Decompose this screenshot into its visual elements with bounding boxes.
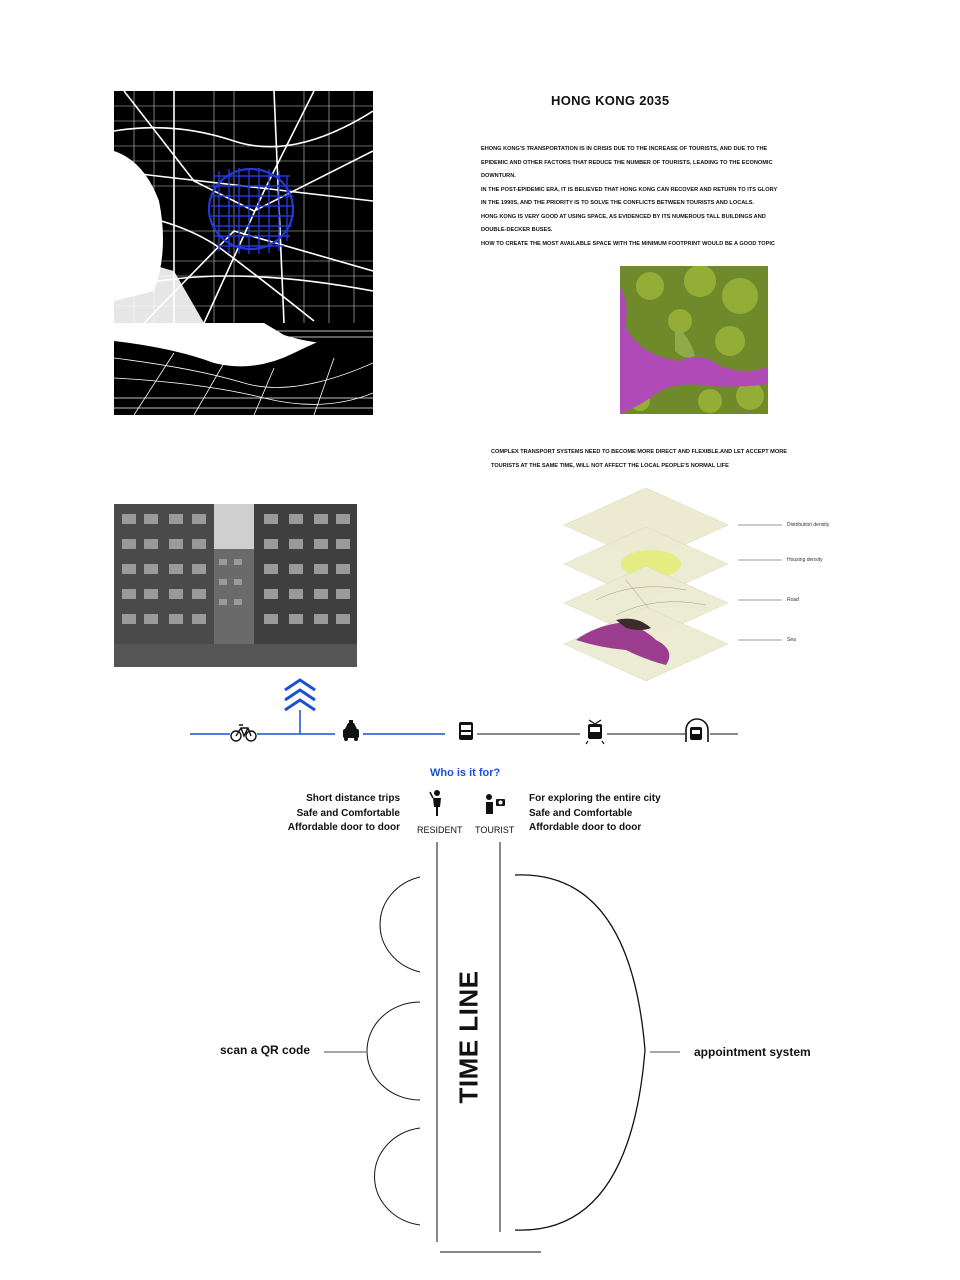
street-map-top — [114, 91, 373, 323]
complex-transport-text: COMPLEX TRANSPORT SYSTEMS NEED TO BECOME MORE DIRECT AND FLEXIBLE.AND LET ACCEPT MORE TOURISTS AT THE SAME TIME, WILL NOT AFFECT THE LOCAL PEOPLE'S NORMAL LIFE — [491, 449, 787, 469]
transport-line — [185, 672, 745, 752]
layer-sea — [564, 607, 728, 681]
layer-label-sea: Sea — [787, 637, 796, 643]
appointment-label: appointment system — [694, 1045, 811, 1059]
building-photo — [114, 504, 357, 667]
tourist-benefits — [529, 792, 729, 836]
resident-benefit: Affordable door to door — [287, 822, 400, 833]
resident-benefits — [250, 792, 400, 836]
layer-leader-lines — [730, 520, 790, 645]
tram-icon — [586, 720, 604, 744]
intro-paragraph: HONG KONG IS VERY GOOD AT USING SPACE, AS EVIDENCED BY ITS NUMEROUS TALL BUILDINGS AND DOUBLE-DECKER BUSES. — [481, 213, 766, 233]
metro-icon — [686, 719, 708, 742]
tourist-benefit: Affordable door to door — [529, 822, 642, 833]
tourist-benefit: For exploring the entire city — [529, 793, 661, 804]
appointment-arc — [515, 875, 645, 1230]
resident-benefit: Safe and Comfortable — [296, 807, 400, 819]
taxi-icon — [343, 720, 359, 741]
qr-session-arc — [375, 1128, 420, 1225]
bicycle-icon — [231, 725, 256, 741]
intro-paragraph: EHONG KONG'S TRANSPORTATION IS IN CRISIS DUE TO THE INCREASE OF TOURISTS, AND DUE TO THE EPIDEMIC AND OTHER FACTORS THAT REDUCE THE NUMBER OF TOURISTS, LEADING TO THE ECONOMIC DOWNTURN. — [481, 146, 773, 179]
resident-icon — [427, 789, 447, 817]
timeline-label: TIME LINE — [453, 970, 484, 1104]
timeline-diagram — [300, 840, 680, 1260]
resident-benefit: Short distance trips — [306, 793, 400, 804]
bus-icon — [459, 722, 473, 740]
resident-label: RESIDENT — [417, 825, 463, 835]
layer-label-road: Road — [787, 597, 799, 603]
intro-paragraph: HOW TO CREATE THE MOST AVAILABLE SPACE WITH THE MINIMUM FOOTPRINT WOULD BE A GOOD TOPIC — [481, 240, 775, 247]
qr-session-arc — [367, 1002, 420, 1100]
intro-paragraph: IN THE POST-EPIDEMIC ERA, IT IS BELIEVED THAT HONG KONG CAN RECOVER AND RETURN TO ITS GLORY IN THE 1990S, AND THE PRIORITY IS TO SOLVE THE CONFLICTS BETWEEN TOURISTS AND LOCALS. — [481, 186, 778, 206]
tourist-label: TOURIST — [475, 825, 515, 835]
tourist-benefit: Safe and Comfortable — [529, 807, 633, 819]
chevron-up-icon — [285, 680, 315, 710]
intro-text — [481, 143, 781, 251]
who-heading: Who is it for? — [430, 767, 501, 779]
satellite-map — [620, 266, 768, 414]
tourist-icon — [484, 793, 506, 815]
scan-qr-label: scan a QR code — [220, 1043, 311, 1057]
layer-label-housing: Housing density — [787, 557, 823, 563]
page-title: HONG KONG 2035 — [551, 93, 670, 108]
layer-label-distribution: Distribution density — [787, 522, 830, 528]
layer-diagram — [556, 480, 736, 690]
street-map-bottom — [114, 323, 373, 415]
qr-session-arc — [380, 877, 420, 972]
